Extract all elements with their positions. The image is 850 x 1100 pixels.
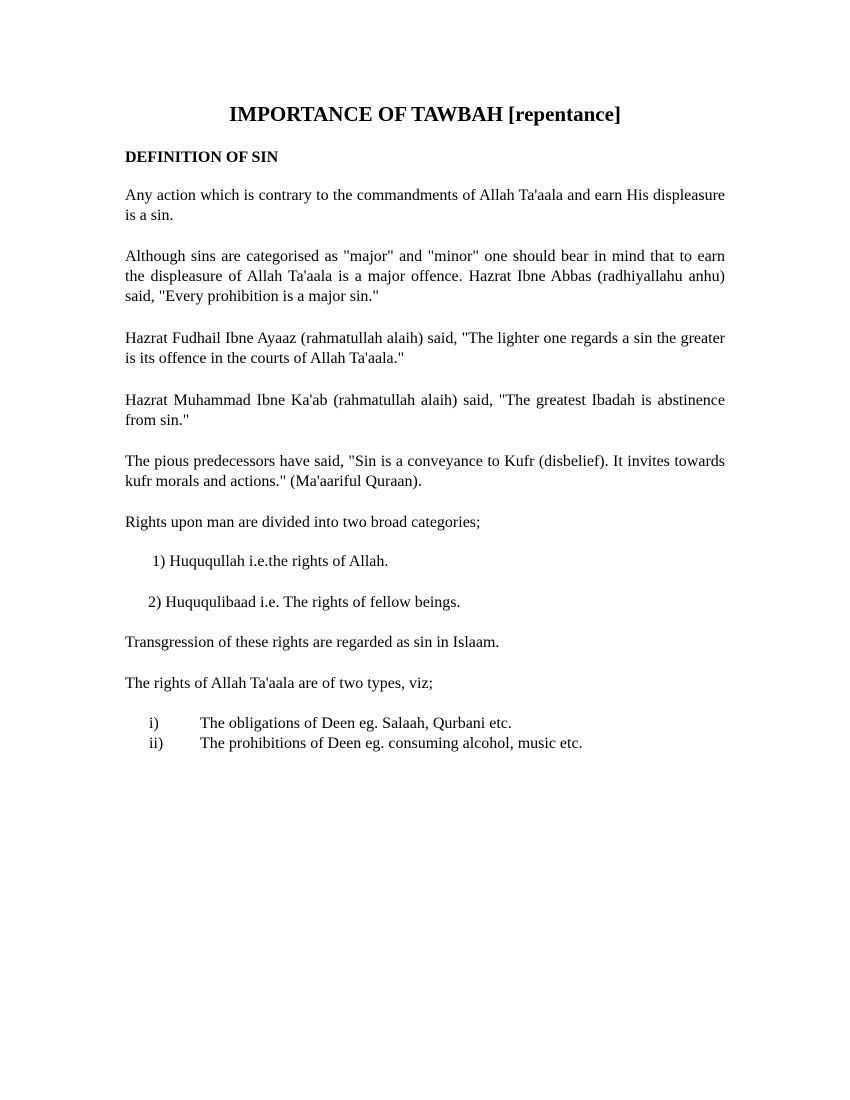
- section-heading: DEFINITION OF SIN: [125, 149, 279, 166]
- paragraph-definition: Any action which is contrary to the commandments of Allah Ta'aala and earn His displeasure is a sin.: [125, 187, 725, 224]
- paragraph-fudhail: Hazrat Fudhail Ibne Ayaaz (rahmatullah alaih) said, "The lighter one regards a sin the greater is its offence in the courts of Allah Ta'aala.": [125, 330, 725, 367]
- paragraph-predecessors: The pious predecessors have said, "Sin is a conveyance to Kufr (disbelief). It invites towards kufr morals and actions." (Ma'aariful Quraan).: [125, 453, 725, 490]
- rights-list-item: 2) Huququlibaad i.e. The rights of fellow beings.: [148, 594, 461, 611]
- paragraph-major-minor: Although sins are categorised as "major" and "minor" one should bear in mind that to earn the displeasure of Allah Ta'aala is a major offence. Hazrat Ibne Abbas (radhiyallahu anhu) said, "Every prohibition is a major sin.": [125, 248, 725, 305]
- paragraph-rights-intro: Rights upon man are divided into two broad categories;: [125, 514, 481, 531]
- paragraph-muhammad: Hazrat Muhammad Ibne Ka'ab (rahmatullah alaih) said, "The greatest Ibadah is abstinence from sin.": [125, 392, 725, 429]
- paragraph-types-intro: The rights of Allah Ta'aala are of two types, viz;: [125, 675, 434, 692]
- paragraph-transgression: Transgression of these rights are regarded as sin in Islaam.: [125, 634, 500, 651]
- rights-list-item: 1) Huququllah i.e.the rights of Allah.: [152, 553, 389, 570]
- list-marker: i): [149, 715, 159, 732]
- list-marker: ii): [149, 735, 164, 752]
- list-item-text: The prohibitions of Deen eg. consuming alcohol, music etc.: [200, 735, 583, 752]
- list-item-text: The obligations of Deen eg. Salaah, Qurbani etc.: [200, 715, 512, 732]
- document-title: IMPORTANCE OF TAWBAH [repentance]: [229, 102, 621, 126]
